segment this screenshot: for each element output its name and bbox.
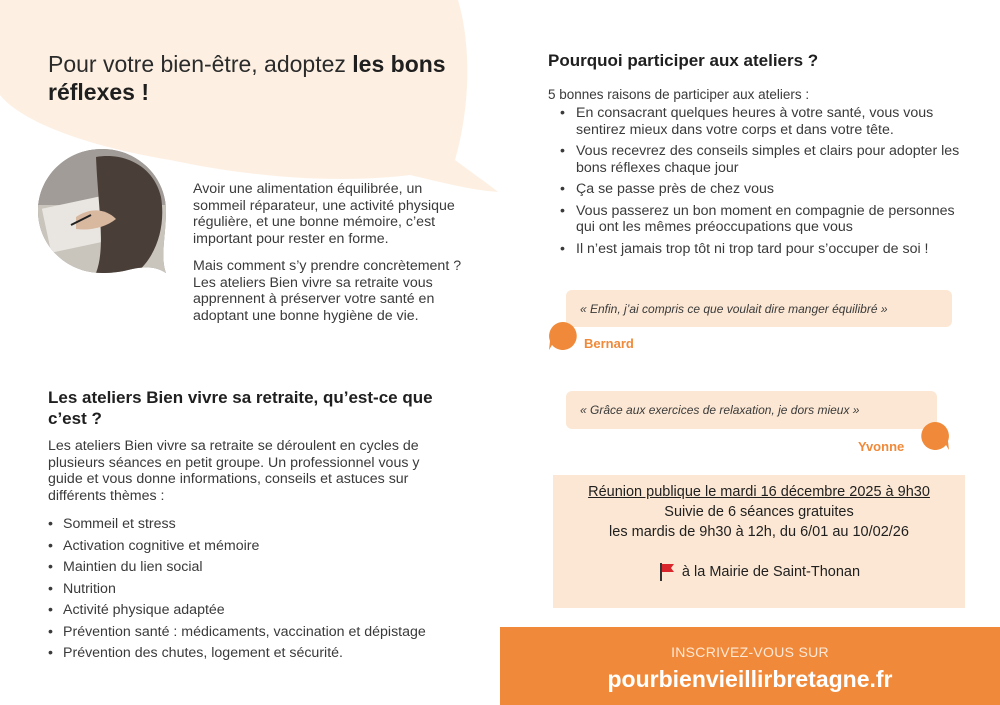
speech-bubble-icon xyxy=(920,421,950,451)
list-item: • En consacrant quelques heures à votre santé, vous vous sentirez mieux dans votre corps et dans votre tête. xyxy=(560,105,965,138)
schedule-line: les mardis de 9h30 à 12h, du 6/01 au 10/02/26 xyxy=(609,524,909,540)
list-item: • Prévention des chutes, logement et sécurité. xyxy=(48,643,468,665)
writing-person-photo xyxy=(36,147,168,275)
list-item: • Ça se passe près de chez vous xyxy=(560,181,965,198)
list-item: • Activation cognitive et mémoire xyxy=(48,536,468,558)
intro-paragraph-1: Avoir une alimentation équilibrée, un sommeil réparateur, une activité physique régulière, et une bonne mémoire, c’est important pour rester en forme. xyxy=(193,181,455,247)
reasons-title: Pourquoi participer aux ateliers ? xyxy=(548,51,819,70)
speech-bubble-icon xyxy=(548,321,578,351)
list-item: • Activité physique adaptée xyxy=(48,600,468,622)
testimonial-quote: « Grâce aux exercices de relaxation, je dors mieux » xyxy=(566,391,937,429)
location-label: à la Mairie de Saint-Thonan xyxy=(681,564,861,580)
page-headline xyxy=(48,50,468,106)
location xyxy=(553,562,965,582)
signup-link[interactable]: pourbienvieillirbretagne.fr xyxy=(607,666,893,692)
section-title: Les ateliers Bien vivre sa retraite, qu’est-ce que c’est ? xyxy=(48,388,433,428)
sessions-line: Suivie de 6 séances gratuites xyxy=(664,504,854,520)
reasons-lead: 5 bonnes raisons de participer aux ateliers : xyxy=(548,87,810,102)
list-item: • Vous recevrez des conseils simples et clairs pour adopter les bons réflexes chaque jour xyxy=(560,143,965,176)
reasons-list xyxy=(560,105,965,262)
list-item: • Nutrition xyxy=(48,579,468,601)
intro-text xyxy=(193,181,468,335)
signup-banner[interactable] xyxy=(500,627,1000,705)
list-item: • Il n’est jamais trop tôt ni trop tard pour s’occuper de soi ! xyxy=(560,241,965,258)
signup-label: INSCRIVEZ-VOUS SUR xyxy=(671,644,829,660)
headline-regular: Pour votre bien-être, adoptez xyxy=(48,51,353,77)
list-item: • Maintien du lien social xyxy=(48,557,468,579)
meeting-date: Réunion publique le mardi 16 décembre 2025 à 9h30 xyxy=(588,484,930,500)
themes-list xyxy=(48,514,468,665)
intro-paragraph-2: Mais comment s’y prendre concrètement ? Les ateliers Bien vivre sa retraite vous apprennent à préserver votre santé en adoptant une bonne hygiène de vie. xyxy=(193,258,462,324)
flag-icon xyxy=(658,562,676,582)
section-description: Les ateliers Bien vivre sa retraite se déroulent en cycles de plusieurs séances en petit groupe. Un professionnel vous y guide et vous donne informations, conseils et astuces sur différents thèmes : xyxy=(48,438,420,504)
headline-bold: les bons réflexes ! xyxy=(48,51,446,105)
list-item: • Prévention santé : médicaments, vaccination et dépistage xyxy=(48,622,468,644)
testimonial-name: Bernard xyxy=(584,336,634,351)
list-item: • Vous passerez un bon moment en compagnie de personnes qui ont les mêmes préoccupations que vous xyxy=(560,203,965,236)
testimonial-name: Yvonne xyxy=(858,439,905,454)
list-item: • Sommeil et stress xyxy=(48,514,468,536)
meeting-info-box xyxy=(553,475,965,608)
testimonial-quote: « Enfin, j’ai compris ce que voulait dire manger équilibré » xyxy=(566,290,952,327)
